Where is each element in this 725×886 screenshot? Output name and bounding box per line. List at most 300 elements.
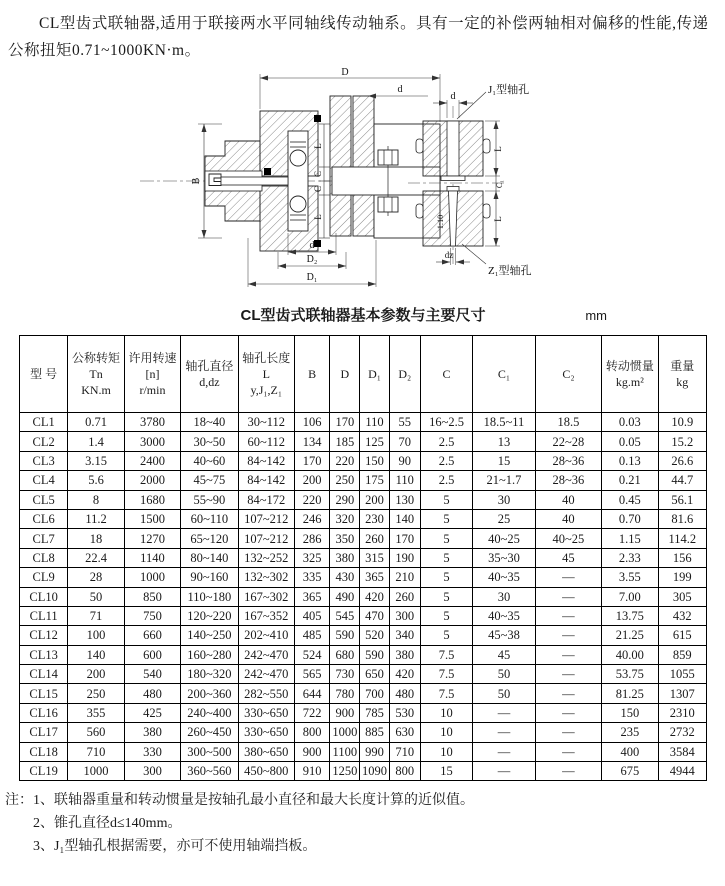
table-cell: 250 [68,684,124,703]
table-cell: 0.13 [602,451,658,470]
table-cell: 282~550 [238,684,294,703]
table-cell: 910 [294,762,329,781]
table-cell: 2.5 [420,471,472,490]
table-cell: 650 [360,665,389,684]
table-cell: 10 [420,723,472,742]
table-cell: 167~352 [238,606,294,625]
table-cell: CL19 [20,762,68,781]
table-cell: 1500 [124,509,180,528]
table-unit-label: mm [585,308,607,323]
table-cell: — [535,742,601,761]
table-cell: 28 [68,568,124,587]
table-cell: 2310 [658,703,706,722]
parameters-table [19,335,707,781]
table-cell: 30~50 [181,432,238,451]
table-cell: 28~36 [535,471,601,490]
table-row [20,703,707,722]
table-cell: 335 [294,568,329,587]
table-cell: CL10 [20,587,68,606]
z1-stub [447,187,459,192]
table-row [20,606,707,625]
column-header: 公称转矩 Tn KN.m [68,336,124,413]
table-cell: CL5 [20,490,68,509]
table-cell: 680 [330,645,360,664]
table-cell: 40~60 [181,451,238,470]
table-cell: 200 [294,471,329,490]
table-cell: 44.7 [658,471,706,490]
table-cell: 50 [473,665,535,684]
seal-detail-top [314,115,321,122]
table-cell: 5.6 [68,471,124,490]
table-cell: 25 [473,509,535,528]
table-cell: 2000 [124,471,180,490]
table-cell: — [473,703,535,722]
bolt-nut-top [378,150,398,165]
table-cell: 2400 [124,451,180,470]
table-cell: 1680 [124,490,180,509]
table-cell: 55 [389,413,420,432]
dim-label-L-upper: L [313,143,323,149]
table-cell: CL14 [20,665,68,684]
bolt-nut-bottom [378,197,398,212]
table-cell: 340 [389,626,420,645]
table-cell: 125 [360,432,389,451]
j1-side-boss-left [416,139,423,153]
table-row [20,723,707,742]
table-cell: 15 [420,762,472,781]
table-cell: 132~252 [238,548,294,567]
table-cell: 175 [360,471,389,490]
dim-label-C-lower: C [313,185,323,193]
bore-rod [221,177,288,185]
table-cell: 11.2 [68,509,124,528]
z1-bore-label: Z₁型轴孔 [488,265,532,277]
table-cell: 722 [294,703,329,722]
table-cell: 850 [124,587,180,606]
table-cell: CL11 [20,606,68,625]
table-cell: 7.5 [420,684,472,703]
table-cell: 40~35 [473,606,535,625]
ball-element-bottom [290,196,306,212]
table-cell: 1055 [658,665,706,684]
table-cell: 1000 [68,762,124,781]
table-cell: 45~75 [181,471,238,490]
table-cell: 18.5 [535,413,601,432]
table-cell: 800 [389,762,420,781]
table-cell: 16~2.5 [420,413,472,432]
table-cell: 885 [360,723,389,742]
table-cell: 2.33 [602,548,658,567]
table-cell: CL13 [20,645,68,664]
table-cell: 70 [389,432,420,451]
table-cell: 5 [420,587,472,606]
table-cell: 0.70 [602,509,658,528]
table-cell: 160~280 [181,645,238,664]
table-cell: 200 [68,665,124,684]
j1-end-plate [441,176,465,181]
table-cell: 260 [389,587,420,606]
table-row [20,451,707,470]
table-cell: 56.1 [658,490,706,509]
table-body [20,413,707,781]
table-cell: 490 [330,587,360,606]
table-cell: CL18 [20,742,68,761]
table-row [20,684,707,703]
table-cell: CL4 [20,471,68,490]
table-cell: 1.15 [602,529,658,548]
table-cell: 80~140 [181,548,238,567]
table-cell: 40~25 [473,529,535,548]
note-line: 2、锥孔直径d≤140mm。 [33,816,182,832]
table-cell: 300 [389,606,420,625]
table-cell: CL1 [20,413,68,432]
coupling-diagram [0,66,725,301]
table-cell: 432 [658,606,706,625]
table-cell: 53.75 [602,665,658,684]
table-cell: 660 [124,626,180,645]
table-cell: 40~35 [473,568,535,587]
table-cell: 40 [535,490,601,509]
table-cell: 900 [330,703,360,722]
table-cell: 84~142 [238,451,294,470]
table-cell: 700 [360,684,389,703]
dim-label-D: D [341,67,349,78]
table-cell: 0.03 [602,413,658,432]
table-cell: 170 [330,413,360,432]
table-cell: 40.00 [602,645,658,664]
table-cell: 246 [294,509,329,528]
table-cell: 380 [124,723,180,742]
table-cell: 590 [360,645,389,664]
table-cell: 18.5~11 [473,413,535,432]
table-cell: 84~142 [238,471,294,490]
table-cell: 30 [473,490,535,509]
table-row [20,548,707,567]
table-cell: 107~212 [238,509,294,528]
table-cell: 365 [294,587,329,606]
table-cell: 380~650 [238,742,294,761]
dim-label-L-lower: L [313,214,323,220]
table-cell: 18~40 [181,413,238,432]
table-cell: 100 [68,626,124,645]
table-cell: CL9 [20,568,68,587]
taper-label: 1:10 [436,214,445,230]
table-cell: 21~1.7 [473,471,535,490]
flange-plate-left [330,96,351,236]
table-cell: 330 [124,742,180,761]
table-cell: 71 [68,606,124,625]
table-cell: 22.4 [68,548,124,567]
table-cell: 140~250 [181,626,238,645]
note-line: 3、J₁型轴孔根据需要，亦可不使用轴端挡板。 [33,839,317,855]
table-cell: 320 [330,509,360,528]
table-cell: 202~410 [238,626,294,645]
table-cell: 480 [124,684,180,703]
table-cell: 107~212 [238,529,294,548]
table-cell: 990 [360,742,389,761]
column-header: 转动惯量 kg.m² [602,336,658,413]
table-cell: 315 [360,548,389,567]
table-cell: 15 [473,451,535,470]
coupling-drawing-svg [0,66,725,301]
table-cell: 40~25 [535,529,601,548]
z1-side-boss-left [416,204,423,218]
seal-detail-center [264,168,271,175]
table-cell: 45 [473,645,535,664]
column-header: D [330,336,360,413]
table-cell: CL6 [20,509,68,528]
table-cell: 5 [420,529,472,548]
table-row [20,587,707,606]
table-cell: — [535,587,601,606]
document-page [0,10,725,858]
table-cell: 156 [658,548,706,567]
table-cell: 140 [389,509,420,528]
table-cell: 290 [330,490,360,509]
z1-leader-line [462,244,486,264]
table-cell: 190 [389,548,420,567]
table-cell: 5 [420,548,472,567]
table-cell: 3000 [124,432,180,451]
column-header: C₂ [535,336,601,413]
table-cell: 900 [294,742,329,761]
table-cell: 300 [124,762,180,781]
table-cell: 55~90 [181,490,238,509]
table-cell: 405 [294,606,329,625]
flange-plate-right [353,96,374,236]
table-cell: 530 [389,703,420,722]
table-cell: 450~800 [238,762,294,781]
table-cell: 30 [473,587,535,606]
j1-side-boss-right [483,139,490,153]
table-cell: 18 [68,529,124,548]
table-cell: 4944 [658,762,706,781]
table-cell: — [473,723,535,742]
table-row [20,529,707,548]
table-row [20,471,707,490]
table-row [20,509,707,528]
table-title-row [19,303,707,329]
table-cell: 240~400 [181,703,238,722]
table-cell: 750 [124,606,180,625]
table-cell: — [535,626,601,645]
table-cell: 40 [535,509,601,528]
table-cell: 3780 [124,413,180,432]
table-cell: 150 [602,703,658,722]
table-cell: 1000 [330,723,360,742]
table-cell: CL7 [20,529,68,548]
table-cell: 230 [360,509,389,528]
dim-label-dz: dz [444,250,454,260]
table-cell: CL16 [20,703,68,722]
intro-paragraph: CL型齿式联轴器,适用于联接两水平同轴线传动轴系。具有一定的补偿两轴相对偏移的性能,传递公称扭矩0.71~1000KN·m。 [8,15,709,59]
table-cell: 5 [420,626,472,645]
dim-label-side-L-bottom: L [493,216,503,222]
table-cell: 2732 [658,723,706,742]
table-cell: 3.15 [68,451,124,470]
table-cell: 15.2 [658,432,706,451]
table-cell: 8 [68,490,124,509]
table-cell: 134 [294,432,329,451]
table-cell: 170 [389,529,420,548]
table-cell: 7.00 [602,587,658,606]
table-cell: 430 [330,568,360,587]
table-cell: 13 [473,432,535,451]
table-cell: 200~360 [181,684,238,703]
dim-label-D1: D₁ [306,272,318,283]
table-cell: 45 [535,548,601,567]
table-cell: 286 [294,529,329,548]
table-cell: 644 [294,684,329,703]
table-cell: 260 [360,529,389,548]
table-cell: 600 [124,645,180,664]
table-cell: CL15 [20,684,68,703]
j1-bore [447,121,459,176]
table-cell: 130 [389,490,420,509]
note-line: 注：1、联轴器重量和转动惯量是按轴孔最小直径和最大长度计算的近似值。 [5,793,474,809]
table-cell: 170 [294,451,329,470]
column-header: D₂ [389,336,420,413]
table-row [20,665,707,684]
table-cell: 199 [658,568,706,587]
table-cell: 470 [360,606,389,625]
table-cell: CL17 [20,723,68,742]
gear-hub-column [288,131,308,231]
table-cell: 380 [389,645,420,664]
table-cell: 50 [473,684,535,703]
table-cell: 425 [124,703,180,722]
table-cell: CL2 [20,432,68,451]
table-cell: CL12 [20,626,68,645]
table-cell: 350 [330,529,360,548]
table-cell: 520 [360,626,389,645]
table-cell: 210 [389,568,420,587]
table-cell: 185 [330,432,360,451]
table-row [20,432,707,451]
table-row [20,762,707,781]
table-cell: 780 [330,684,360,703]
dim-label-B: B [191,177,202,185]
column-header: 型 号 [20,336,68,413]
table-cell: 400 [602,742,658,761]
table-cell: 110 [389,471,420,490]
table-row [20,490,707,509]
table-cell: 0.05 [602,432,658,451]
seal-detail-bottom [314,240,321,247]
table-cell: 5 [420,606,472,625]
table-cell: 480 [389,684,420,703]
table-cell: 10 [420,742,472,761]
table-cell: 30~112 [238,413,294,432]
table-cell: 710 [389,742,420,761]
table-cell: 65~120 [181,529,238,548]
table-cell: 1090 [360,762,389,781]
table-cell: — [535,703,601,722]
table-cell: 615 [658,626,706,645]
table-cell: 110~180 [181,587,238,606]
table-cell: — [535,762,601,781]
table-cell: 242~470 [238,665,294,684]
dim-label-d-bottom: d [309,240,315,251]
column-header: D₁ [360,336,389,413]
dim-label-side-d: d [450,91,456,102]
table-cell: 380 [330,548,360,567]
table-cell: 140 [68,645,124,664]
table-cell: — [535,665,601,684]
table-cell: 325 [294,548,329,567]
table-row [20,413,707,432]
table-cell: 560 [68,723,124,742]
table-cell: 800 [294,723,329,742]
column-header: 轴孔直径 d,dz [181,336,238,413]
table-cell: 60~112 [238,432,294,451]
table-title: CL型齿式联轴器基本参数与主要尺寸 [240,307,486,324]
column-header: C₁ [473,336,535,413]
table-cell: 260~450 [181,723,238,742]
column-header: 许用转速 [n] r/min [124,336,180,413]
table-cell: 1270 [124,529,180,548]
table-cell: 35~30 [473,548,535,567]
dim-label-side-C1: C₁ [495,179,504,189]
table-cell: 675 [602,762,658,781]
column-header: 重量 kg [658,336,706,413]
z1-side-boss-right [483,204,490,218]
table-cell: 420 [389,665,420,684]
table-cell: 106 [294,413,329,432]
table-cell: 540 [124,665,180,684]
table-cell: 200 [360,490,389,509]
table-cell: 90~160 [181,568,238,587]
table-cell: 28~36 [535,451,601,470]
dim-label-C-upper: C [313,170,323,178]
table-cell: 524 [294,645,329,664]
table-cell: — [535,684,601,703]
table-cell: 60~110 [181,509,238,528]
table-cell: 110 [360,413,389,432]
table-cell: 590 [330,626,360,645]
table-row [20,742,707,761]
table-cell: — [535,568,601,587]
table-cell: 5 [420,568,472,587]
table-cell: 21.25 [602,626,658,645]
table-cell: 859 [658,645,706,664]
table-cell: 630 [389,723,420,742]
j1-leader-line [457,92,486,119]
table-cell: CL8 [20,548,68,567]
table-cell: 2.5 [420,451,472,470]
table-cell: 81.6 [658,509,706,528]
table-cell: 0.45 [602,490,658,509]
table-cell: 0.21 [602,471,658,490]
table-cell: 235 [602,723,658,742]
notes-section [5,789,725,858]
table-cell: 45~38 [473,626,535,645]
table-cell: 3.55 [602,568,658,587]
table-cell: 114.2 [658,529,706,548]
table-cell: 5 [420,509,472,528]
table-cell: 785 [360,703,389,722]
table-cell: 81.25 [602,684,658,703]
table-cell: 90 [389,451,420,470]
table-cell: 420 [360,587,389,606]
table-cell: CL3 [20,451,68,470]
table-cell: 180~320 [181,665,238,684]
table-cell: 300~500 [181,742,238,761]
table-cell: 7.5 [420,645,472,664]
table-cell: 305 [658,587,706,606]
table-cell: 730 [330,665,360,684]
table-cell: 220 [294,490,329,509]
